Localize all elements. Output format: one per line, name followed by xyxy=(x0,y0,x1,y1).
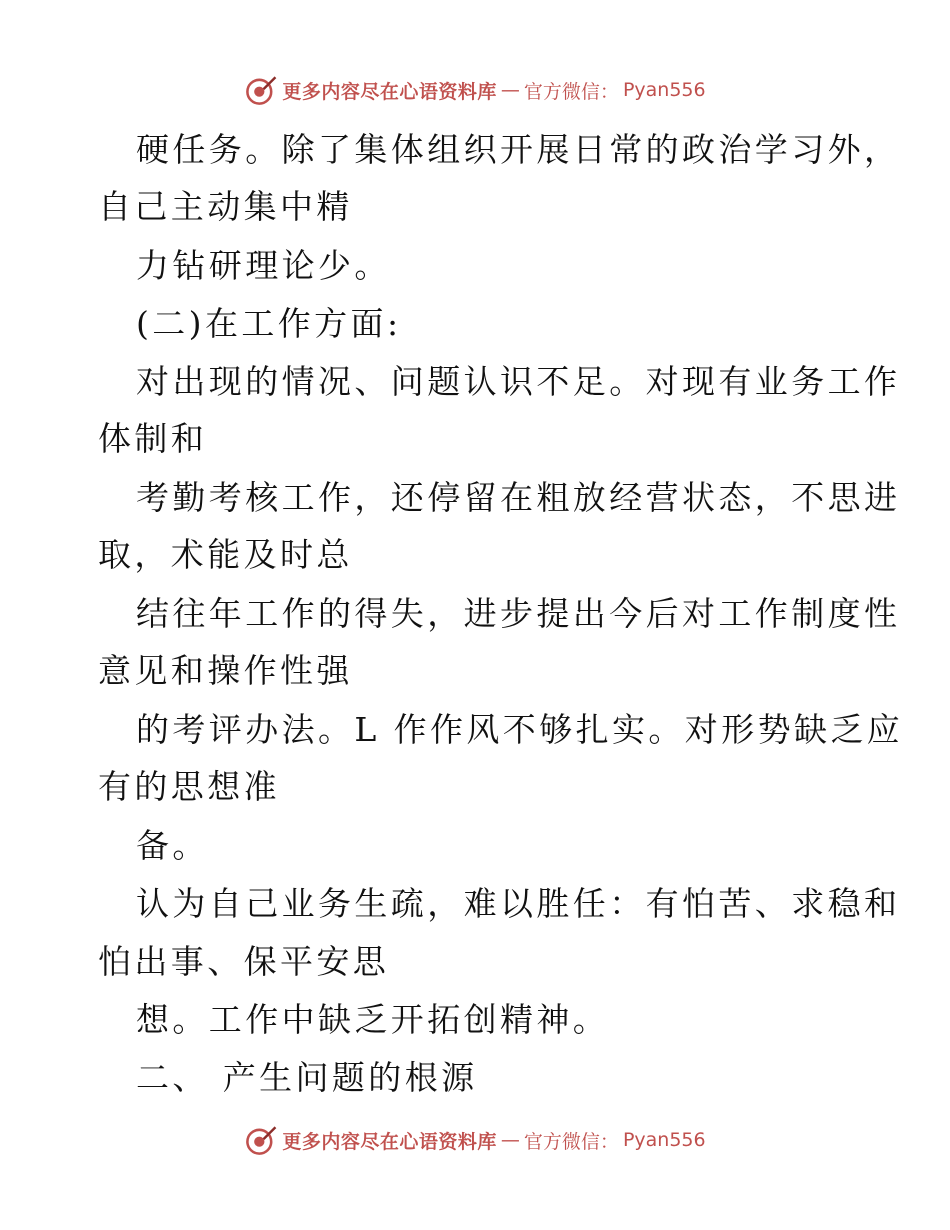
pen-logo-icon xyxy=(244,1123,278,1157)
watermark xyxy=(244,73,705,107)
section-heading: (二)在工作方面: xyxy=(136,304,402,343)
text-line: 对出现的情况、问题认识不足。对现有业务工作 xyxy=(136,362,901,401)
text-line: 体制和 xyxy=(98,419,208,458)
header-watermark xyxy=(0,70,950,110)
text-line: 结往年工作的得失，进步提出今后对工作制度性 xyxy=(136,594,901,633)
text-line: 意见和操作性强 xyxy=(98,651,353,690)
text-line: 的考评办法。L 作作风不够扎实。对形势缺乏应 xyxy=(136,710,904,749)
section-heading: 二、 产生问题的根源 xyxy=(136,1058,478,1097)
text-line: 备。 xyxy=(136,826,209,865)
text-line: 怕出事、保平安思 xyxy=(98,942,390,981)
text-line: 力钻研理论少。 xyxy=(136,246,391,285)
text-line: 硬任务。除了集体组织开展日常的政治学习外， xyxy=(136,130,901,169)
text-line: 认为自己业务生疏，难以胜任：有怕苦、求稳和 xyxy=(136,884,901,923)
watermark-separator: — xyxy=(500,79,520,101)
watermark-wechat-label: 官方微信： xyxy=(523,80,619,103)
watermark-text: 更多内容尽在心语资料库 xyxy=(282,1130,497,1153)
footer-watermark xyxy=(0,1120,950,1160)
text-line: 取，术能及时总 xyxy=(98,535,353,574)
text-line: 考勤考核工作，还停留在粗放经营状态，不思进 xyxy=(136,478,901,517)
watermark-text: 更多内容尽在心语资料库 xyxy=(282,80,497,103)
watermark-separator: — xyxy=(500,1129,520,1151)
watermark-wechat-label: 官方微信： xyxy=(523,1130,619,1153)
pen-logo-icon xyxy=(244,73,278,107)
text-line: 有的思想准 xyxy=(98,767,280,806)
text-line: 想。工作中缺乏开拓创精神。 xyxy=(136,1000,610,1039)
watermark xyxy=(244,1123,705,1157)
watermark-wechat-id: Pyan556 xyxy=(622,79,706,101)
watermark-wechat-id: Pyan556 xyxy=(622,1129,706,1151)
text-line: 自己主动集中精 xyxy=(98,187,353,226)
